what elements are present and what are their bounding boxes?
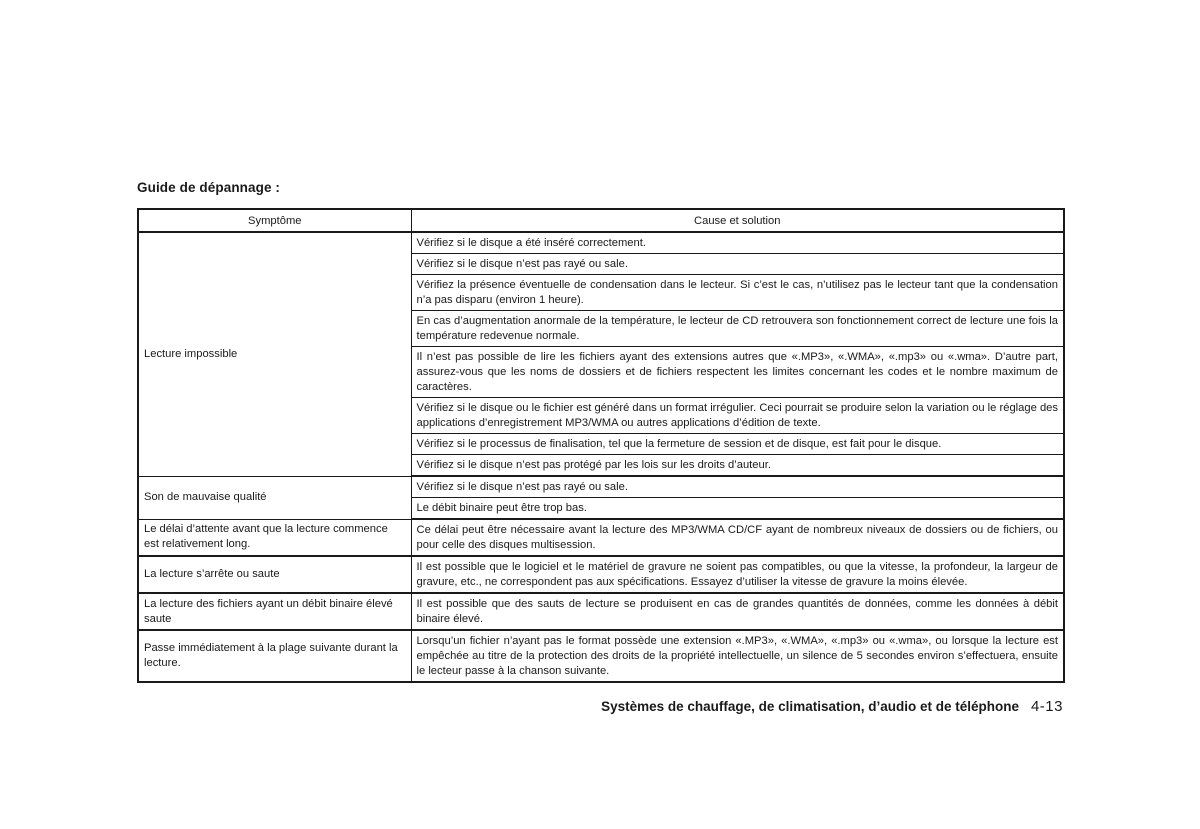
header-cause: Cause et solution (411, 209, 1064, 232)
cause-cell: En cas d’augmentation anormale de la température, le lecteur de CD retrouvera son fonctionnement correct de lecture une fois la température redevenue normale. (411, 311, 1064, 347)
cause-cell: Vérifiez si le disque n’est pas rayé ou sale. (411, 476, 1064, 498)
page-footer (601, 698, 1063, 715)
cause-cell: Vérifiez si le processus de finalisation, tel que la fermeture de session et de disque, est fait pour le disque. (411, 434, 1064, 455)
cause-cell: Vérifiez si le disque n’est pas protégé par les lois sur les droits d’auteur. (411, 455, 1064, 477)
table-header-row (138, 209, 1064, 232)
table-body (138, 232, 1064, 682)
cause-cell: Vérifiez si le disque ou le fichier est généré dans un format irrégulier. Ceci pourrait se produire selon la variation ou le réglage des applications d’enregistrement MP3/WMA ou autres applications d’édition de texte. (411, 398, 1064, 434)
cause-cell: Il est possible que des sauts de lecture se produisent en cas de grandes quantités de données, comme les données à débit binaire élevé. (411, 593, 1064, 630)
table-row (138, 630, 1064, 682)
table-row (138, 593, 1064, 630)
cause-cell: Vérifiez la présence éventuelle de condensation dans le lecteur. Si c’est le cas, n’utilisez pas le lecteur tant que la condensation n’a pas disparu (environ 1 heure). (411, 275, 1064, 311)
cause-cell: Il n’est pas possible de lire les fichiers ayant des extensions autres que «.MP3», «.WMA», «.mp3» ou «.wma». D’autre part, assurez-vous que les noms de dossiers et de fichiers respectent les limites concernant les codes et le nombre maximum de caractères. (411, 347, 1064, 398)
chapter-title: Systèmes de chauffage, de climatisation, d’audio et de téléphone (601, 699, 1019, 714)
cause-cell: Lorsqu’un fichier n’ayant pas le format possède une extension «.MP3», «.WMA», «.mp3» ou «.wma», ou lorsque la lecture est empêchée au titre de la protection des droits de la propriété intellectuelle, un silence de 5 secondes environ s’effectuera, ensuite le lecteur passe à la chanson suivante. (411, 630, 1064, 682)
cause-cell: Vérifiez si le disque n’est pas rayé ou sale. (411, 254, 1064, 275)
troubleshooting-table (137, 208, 1065, 683)
page-number: 4-13 (1030, 698, 1063, 715)
symptom-cell: Le délai d’attente avant que la lecture commence est relativement long. (138, 519, 411, 556)
symptom-cell: La lecture s’arrête ou saute (138, 556, 411, 593)
header-symptom: Symptôme (138, 209, 411, 232)
table-row (138, 519, 1064, 556)
table-row (138, 232, 1064, 254)
cause-cell: Ce délai peut être nécessaire avant la lecture des MP3/WMA CD/CF ayant de nombreux niveaux de dossiers ou de fichiers, ou pour celle des disques multisession. (411, 519, 1064, 556)
symptom-cell: Lecture impossible (138, 232, 411, 476)
cause-cell: Le débit binaire peut être trop bas. (411, 498, 1064, 520)
cause-cell: Vérifiez si le disque a été inséré correctement. (411, 232, 1064, 254)
cause-cell: Il est possible que le logiciel et le matériel de gravure ne soient pas compatibles, ou que la vitesse, la profondeur, la largeur de gravure, etc., ne correspondent pas aux spécifications. Essayez d’utiliser la vitesse de gravure la moins élevée. (411, 556, 1064, 593)
table-row (138, 476, 1064, 498)
section-title: Guide de dépannage : (137, 180, 281, 195)
symptom-cell: Son de mauvaise qualité (138, 476, 411, 519)
symptom-cell: La lecture des fichiers ayant un débit binaire élevé saute (138, 593, 411, 630)
symptom-cell: Passe immédiatement à la plage suivante durant la lecture. (138, 630, 411, 682)
table-row (138, 556, 1064, 593)
